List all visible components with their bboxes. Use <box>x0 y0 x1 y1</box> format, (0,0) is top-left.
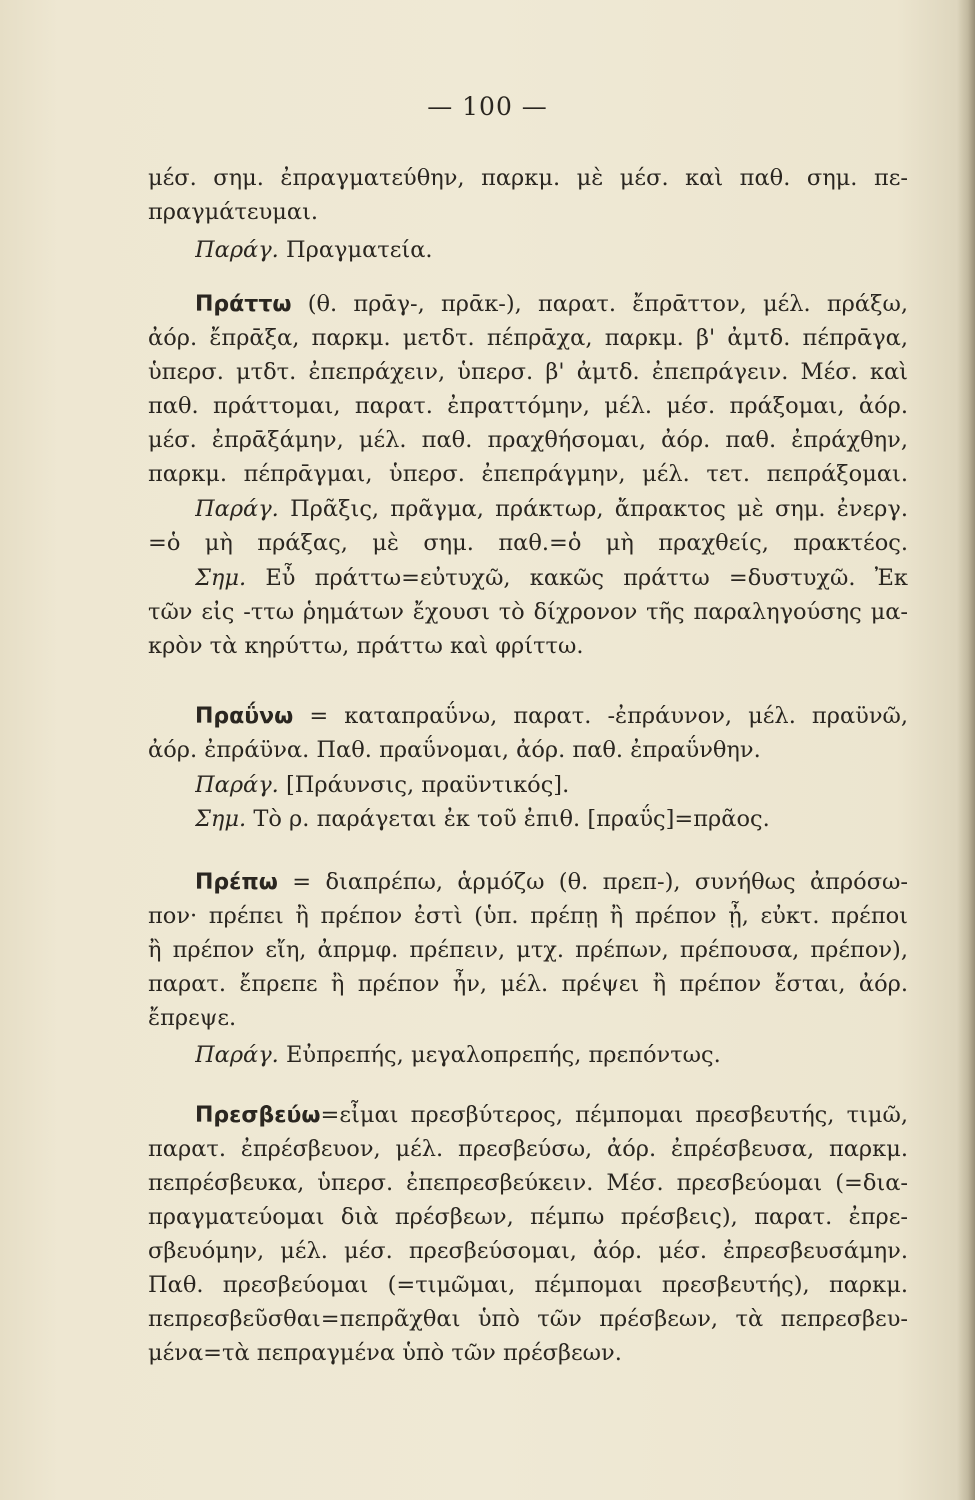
text-run: (θ. πρᾱγ-, πρᾱκ-), παρατ. ἔπρᾱττον, μέλ. πράξω, <box>307 291 908 317</box>
text-line: πεπρεσβεῦσθαι=πεπρᾶχθαι ὑπὸ τῶν πρέσβεων, τὰ πεπρεσβευ- <box>148 1306 908 1332</box>
page-number: — 100 — <box>427 92 548 121</box>
text-run: [Πράυνσις, πραϋντικός]. <box>286 772 570 798</box>
text-line: ὑπερσ. μτδτ. ἐπεπράχειν, ὑπερσ. β' ἀμτδ. ἐπεπράγειν. Μέσ. καὶ <box>148 359 908 385</box>
text-run: =εἶμαι πρεσβύτερος, πέμπομαι πρεσβευτής, τιμῶ, <box>320 1102 908 1128</box>
text-run: Πρᾶξις, πρᾶγμα, πράκτωρ, ἄπρακτος μὲ σημ. ἐνεργ. <box>290 496 908 522</box>
text-line: πραγματεύομαι διὰ πρέσβεων, πέμπω πρέσβεις), παρατ. ἐπρε- <box>148 1204 908 1230</box>
text-run: Πραγματεία. <box>286 237 433 263</box>
entry-line <box>195 867 908 898</box>
text-line: ἔπρεψε. <box>148 1005 237 1031</box>
text-line: =ὁ μὴ πράξας, μὲ σημ. παθ.=ὁ μὴ πραχθείς, πρακτέος. <box>148 530 908 556</box>
text-line <box>195 494 908 524</box>
text-line: μέσ. ἐπρᾱξάμην, μέλ. παθ. πραχθήσομαι, ἀόρ. παθ. ἐπράχθην, <box>148 427 908 453</box>
entry-line <box>195 1100 908 1131</box>
entry-headword: Πραΰνω <box>195 704 294 729</box>
derivatives-label: Παράγ. <box>195 237 279 263</box>
text-line: παθ. πράττομαι, παρατ. ἐπραττόμην, μέλ. μέσ. πράξομαι, ἀόρ. <box>148 393 908 419</box>
text-line: Παθ. πρεσβεύομαι (=τιμῶμαι, πέμπομαι πρεσβευτής), παρκμ. <box>148 1272 908 1298</box>
text-line: μέσ. σημ. ἐπραγματεύθην, παρκμ. μὲ μέσ. καὶ παθ. σημ. πε- <box>148 165 908 191</box>
note-label: Σημ. <box>195 806 247 832</box>
text-line <box>195 804 908 834</box>
text-line: πεπρέσβευκα, ὑπερσ. ἐπεπρεσβεύκειν. Μέσ. πρεσβεύομαι (=δια- <box>148 1170 908 1196</box>
derivatives-label: Παράγ. <box>195 772 279 798</box>
text-line: πον· πρέπει ἢ πρέπον ἐστὶ (ὑπ. πρέπῃ ἢ πρέπον ᾖ, εὐκτ. πρέποι <box>148 903 908 929</box>
entry-line <box>195 289 908 320</box>
text-line: τῶν εἰς -ττω ῥημάτων ἔχουσι τὸ δίχρονον τῆς παραληγούσης μα- <box>148 599 908 625</box>
text-line <box>195 563 908 593</box>
entry-headword: Πρέπω <box>195 870 278 895</box>
text-line: πραγμάτευμαι. <box>148 199 319 225</box>
text-run: Εὐπρεπής, μεγαλοπρεπής, πρεπόντως. <box>286 1042 721 1068</box>
text-line: σβευόμην, μέλ. μέσ. πρεσβεύσομαι, ἀόρ. μέσ. ἐπρεσβευσάμην. <box>148 1238 908 1264</box>
text-line: παρατ. ἐπρέσβευον, μέλ. πρεσβεύσω, ἀόρ. ἐπρέσβευσα, παρκμ. <box>148 1136 908 1162</box>
text-run: Τὸ ρ. παράγεται ἐκ τοῦ ἐπιθ. [πραΰς]=πρᾶος. <box>253 806 770 832</box>
text-line: παρατ. ἔπρεπε ἢ πρέπον ἦν, μέλ. πρέψει ἢ πρέπον ἔσται, ἀόρ. <box>148 971 908 997</box>
text-line: ἢ πρέπον εἴη, ἀπρμφ. πρέπειν, μτχ. πρέπων, πρέπουσα, πρέπον), <box>148 937 908 963</box>
text-line <box>195 235 908 265</box>
note-label: Σημ. <box>195 565 247 591</box>
text-line: μένα=τὰ πεπραγμένα ὑπὸ τῶν πρέσβεων. <box>148 1340 622 1366</box>
text-line: παρκμ. πέπρᾱγμαι, ὑπερσ. ἐπεπράγμην, μέλ. τετ. πεπράξομαι. <box>148 461 908 487</box>
derivatives-label: Παράγ. <box>195 1042 279 1068</box>
text-line <box>195 1040 908 1070</box>
text-run: = καταπραΰνω, παρατ. -ἐπράυνον, μέλ. πραϋνῶ, <box>309 703 908 729</box>
entry-headword: Πρεσβεύω <box>195 1103 321 1128</box>
text-line: ἀόρ. ἐπράϋνα. Παθ. πραΰνομαι, ἀόρ. παθ. ἐπραΰνθην. <box>148 737 761 763</box>
entry-line <box>195 701 908 732</box>
text-line <box>195 770 908 800</box>
derivatives-label: Παράγ. <box>195 496 279 522</box>
page-edge-shadow <box>957 0 975 1500</box>
text-run: = διαπρέπω, ἁρμόζω (θ. πρεπ-), συνήθως ἀπρόσω- <box>292 869 908 895</box>
text-line: κρὸν τὰ κηρύττω, πράττω καὶ φρίττω. <box>148 633 584 659</box>
text-line: ἀόρ. ἔπρᾱξα, παρκμ. μετδτ. πέπρᾱχα, παρκμ. β' ἀμτδ. πέπρᾱγα, <box>148 325 908 351</box>
entry-headword: Πράττω <box>195 292 292 317</box>
text-run: Εὖ πράττω=εὐτυχῶ, κακῶς πράττω =δυστυχῶ. Ἐκ <box>265 565 908 591</box>
